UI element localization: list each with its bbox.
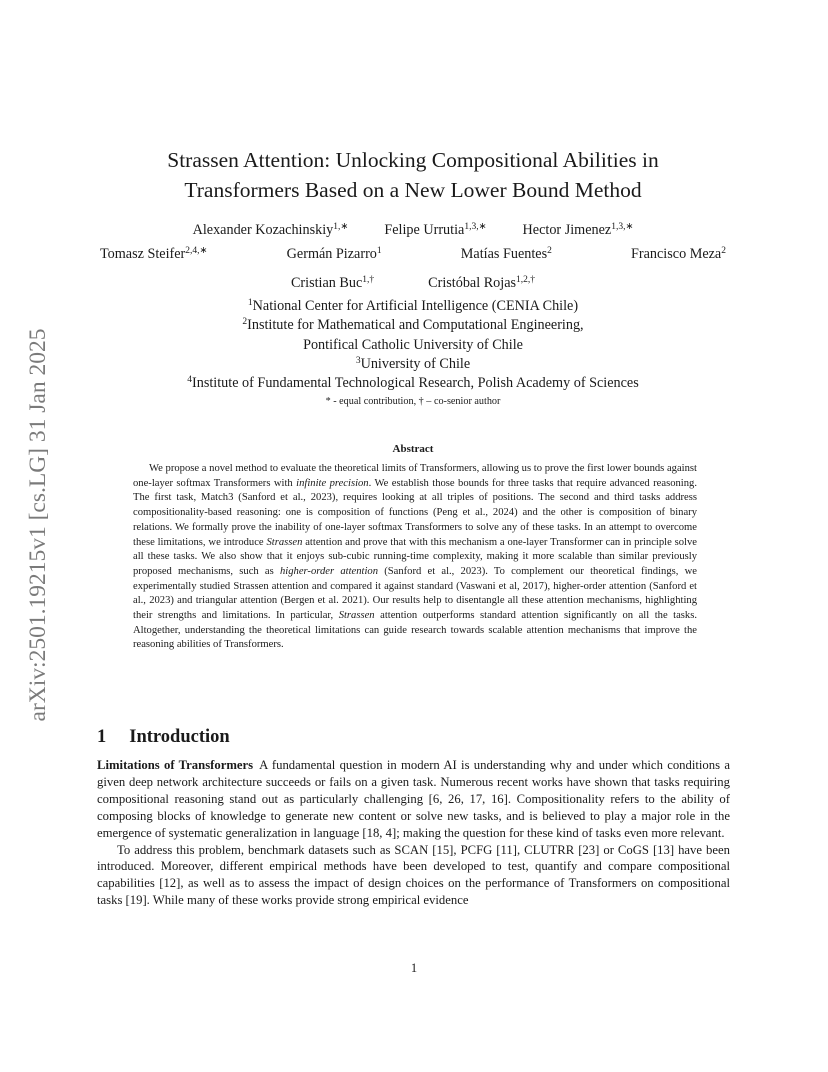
affiliation: $^3$University of Chile <box>355 355 471 372</box>
paper-title <box>100 145 726 205</box>
abstract-heading: Abstract <box>392 443 434 455</box>
run-in-heading: Limitations of Transformers <box>97 758 254 772</box>
author-row-1 <box>100 218 726 242</box>
author: Matías Fuentes$^2$ <box>460 246 552 262</box>
author: Cristóbal Rojas$^{1,2,\dagger}$ <box>428 275 536 291</box>
arxiv-stamp <box>20 290 56 760</box>
section-title: Introduction <box>129 727 230 747</box>
intro-paragraph-1: Limitations of Transformers A fundamental question in modern AI is understanding why and under which conditions a given deep network architecture succeeds or fails on a given task. Numerous recent works have shown that tasks requiring compositional reasoning stand out as particularly challenging [6, 26, 17, 16]. Compositionality refers to the ability of composing blocks of knowledge to generate new content or solve new tasks, and is believed to play a major role in the emergence of systematic generalization in language [18, 4]; making the question for these kind of tasks even more relevant. <box>97 758 730 840</box>
section-heading <box>97 725 230 749</box>
equal-contribution-note: * - equal contribution, † – co-senior author <box>325 396 501 408</box>
author: Francisco Meza$^2$ <box>631 246 726 262</box>
section-number: 1 <box>97 727 107 747</box>
author: Hector Jimenez$^{1,3,∗}$ <box>522 222 634 238</box>
abstract-paragraph: We propose a novel method to evaluate the theoretical limits of Transformers, allowing us to prove the first lower bounds against one-layer softmax Transformers with infinite precision. We establish those bounds for three tasks that require advanced reasoning. The first task, Match3 (Sanford et al., 2023), requires looking at all triples of positions. The second and third tasks address compositionality-based reasoning: one is composition of functions (Peng et al., 2024) and the other is composition of binary relations. We formally prove the inability of one-layer softmax Transformers to solve any of these tasks. In an attempt to overcome these limitations, we introduce Strassen attention and prove that with this mechanism a one-layer Transformer can in principle solve all these tasks. We also show that it enjoys sub-cubic running-time complexity, making it more scalable than similar previously proposed mechanisms, such as higher-order attention (Sanford et al., 2023). To complement our theoretical findings, we experimentally studied Strassen attention and compared it against standard (Vaswani et al, 2017), higher-order attention (Sanford et al., 2023) and triangular attention (Bergen et al. 2021). Our results help to disentangle all these attention mechanisms, highlighting their strengths and limitations. In particular, Strassen attention outperforms standard attention significantly on all the tasks. Altogether, understanding the theoretical limitations can guide research towards scalable attention mechanisms that improve the reasoning abilities of Transformers. <box>133 463 698 651</box>
author-list <box>100 218 726 295</box>
title-line-1: Strassen Attention: Unlocking Compositional Abilities in <box>167 148 659 172</box>
author: Germán Pizarro$^1$ <box>286 246 382 262</box>
author: Cristian Buc$^{1,\dagger}$ <box>290 275 375 291</box>
introduction-body <box>97 757 730 909</box>
affiliation: Pontifical Catholic University of Chile <box>303 336 523 353</box>
author: Alexander Kozachinskiy$^{1,∗}$ <box>192 222 349 238</box>
intro-paragraph-2: To address this problem, benchmark datasets such as SCAN [15], PCFG [11], CLUTRR [23] or CoGS [13] have been introduced. Moreover, different empirical methods have been developed to test, quantify and compare compositional capabilities [12], as well as to assess the impact of design choices on the performance of Transformers on compositional tasks [19]. While many of these works provide strong empirical evidence <box>97 842 730 908</box>
title-line-2: Transformers Based on a New Lower Bound Method <box>184 178 642 202</box>
arxiv-stamp-text: arXiv:2501.19215v1 [cs.LG] 31 Jan 2025 <box>25 328 51 722</box>
affiliations <box>100 297 726 410</box>
affiliation: $^1$National Center for Artificial Intelligence (CENIA Chile) <box>247 298 579 314</box>
abstract-body <box>133 462 697 653</box>
affiliation: $^2$Institute for Mathematical and Computational Engineering, <box>242 317 584 334</box>
affiliation: $^4$Institute of Fundamental Technological Research, Polish Academy of Sciences <box>187 375 639 392</box>
author: Felipe Urrutia$^{1,3,∗}$ <box>384 222 487 238</box>
author-row-2 <box>100 242 726 266</box>
author: Tomasz Steifer$^{2,4,∗}$ <box>100 246 208 262</box>
author-row-3 <box>100 271 726 295</box>
page-number: 1 <box>410 961 418 975</box>
